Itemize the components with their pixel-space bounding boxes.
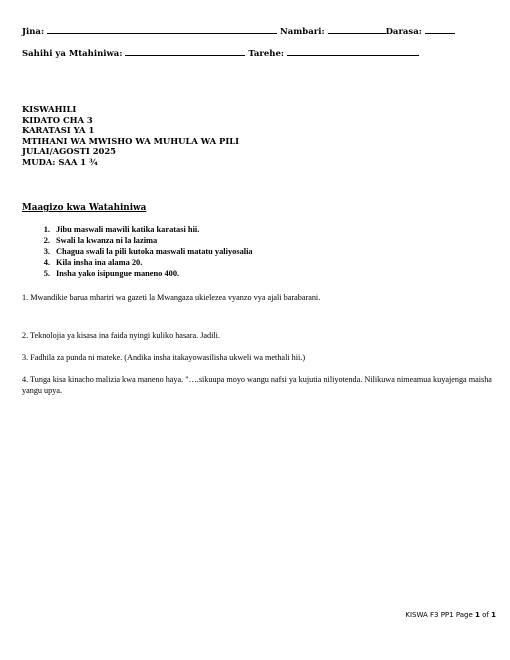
- footer-code: KISWA F3 PP1 Page: [405, 611, 473, 619]
- jina-blank[interactable]: [47, 26, 277, 34]
- exam-date: JULAI/AGOSTI 2025: [22, 146, 116, 157]
- instruction-item: 5. Insha yako isipungue maneno 400.: [43, 269, 180, 278]
- darasa-blank[interactable]: [425, 26, 455, 34]
- footer-of: of: [482, 611, 489, 619]
- nambari-blank[interactable]: [328, 26, 386, 34]
- name-row: [22, 26, 455, 37]
- question-2: 2. Teknolojia ya kisasa ina faida nyingi kuliko hasara. Jadili.: [22, 331, 221, 340]
- tarehe-blank[interactable]: [287, 48, 419, 56]
- form-level: KIDATO CHA 3: [22, 114, 93, 125]
- sahihi-label: Sahihi ya Mtahiniwa:: [22, 49, 123, 59]
- nambari-label: Nambari:: [280, 27, 325, 37]
- page-footer: [405, 611, 496, 619]
- instruction-item: 1. Jibu maswali mawili katika karatasi hii.: [43, 225, 200, 234]
- tarehe-label: Tarehe:: [248, 49, 285, 59]
- question-1: 1. Mwandikie barua mhariri wa gazeti la Mwangaza ukielezea vyanzo vya ajali barabarani.: [22, 293, 321, 302]
- paper-number: KARATASI YA 1: [22, 125, 95, 136]
- exam-duration: MUDA: SAA 1 ¾: [22, 156, 98, 167]
- subject-title: KISWAHILI: [22, 104, 77, 114]
- exam-header: [22, 104, 239, 168]
- footer-page-total: 1: [491, 611, 496, 619]
- darasa-label: Darasa:: [385, 27, 422, 37]
- question-3: 3. Fadhila za punda ni mateke. (Andika insha itakayowasilisha ukweli wa methali hii.): [22, 353, 306, 362]
- exam-title: MTIHANI WA MWISHO WA MUHULA WA PILI: [22, 135, 240, 146]
- instructions-list: [36, 224, 253, 279]
- jina-label: Jina:: [22, 27, 45, 37]
- instructions-title: Maagizo kwa Watahiniwa: [22, 203, 147, 213]
- sahihi-blank[interactable]: [125, 48, 245, 56]
- question-4: 4. Tunga kisa kinacho malizia kwa maneno haya. "….sikuupa moyo wangu nafsi ya kujutia niliyotenda. Nilikuwa nimeamua kuyajenga maisha yangu upya.: [22, 375, 492, 395]
- instruction-item: 4. Kila insha ina alama 20.: [43, 258, 143, 267]
- footer-page-number: 1: [475, 611, 480, 619]
- signature-row: [22, 48, 419, 59]
- instruction-item: 3. Chagua swali la pili kutoka maswali matatu yaliyosalia: [43, 247, 253, 256]
- instruction-item: 2. Swali la kwanza ni la lazima: [43, 236, 158, 245]
